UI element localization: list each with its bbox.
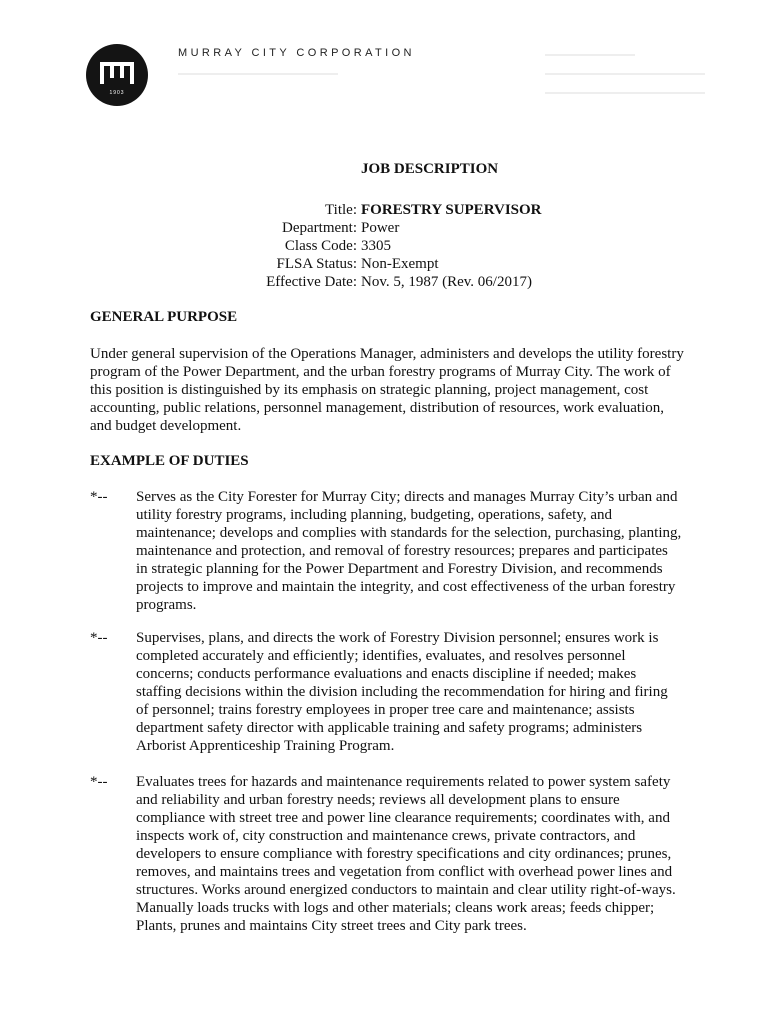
field-label: Effective Date: (266, 274, 357, 290)
bullet-marker: *-- (90, 774, 108, 790)
faint-header-line (545, 73, 705, 75)
duties-heading: EXAMPLE OF DUTIES (90, 453, 249, 469)
faint-header-line (178, 73, 338, 75)
field-label: Department: (282, 220, 357, 236)
field-value: Nov. 5, 1987 (Rev. 06/2017) (361, 274, 532, 290)
field-label: Title: (325, 202, 357, 218)
faint-header-line (545, 92, 705, 94)
murray-city-logo (86, 44, 148, 106)
bullet-marker: *-- (90, 630, 108, 646)
faint-header-line (545, 54, 635, 56)
field-value: Non-Exempt (361, 256, 439, 272)
field-label: Class Code: (284, 238, 357, 254)
class-code-row (200, 237, 542, 255)
field-label: FLSA Status: (276, 256, 357, 272)
job-details (200, 201, 542, 291)
duty-text: Supervises, plans, and directs the work of Forestry Division personnel; ensures work is completed accurately and efficiently; identifies, evaluates, and resolves personnel concerns; conducts performance evaluations and enacts discipline if needed; makes staffing decisions within the division including the recommendation for hiring and firing of personnel; trains forestry employees in proper tree care and maintenance; assists department safety director with applicable training and safety programs; administers Arborist Apprenticeship Training Program. (136, 630, 668, 754)
general-purpose-heading: GENERAL PURPOSE (90, 309, 238, 325)
department-row (200, 219, 542, 237)
field-value: Power (361, 220, 400, 236)
bullet-marker: *-- (90, 489, 108, 505)
field-value: 3305 (361, 238, 391, 254)
duty-text: Evaluates trees for hazards and maintenance requirements related to power system safety and reliability and urban forestry needs; reviews all development plans to ensure compliance with street tree and power line clearance requirements; coordinates with, and inspects work of, city construction and maintenance crews, private contractors, and developers to ensure compliance with forestry specifications and city ordinances; prunes, removes, and maintains trees and vegetation from conflict with overhead power lines and structures. Works around energized conductors to maintain and clear utility right-of-ways. Manually loads trucks with logs and other materials; cleans work areas; feeds chipper; Plants, prunes and maintains City street trees and City park trees. (136, 774, 676, 934)
duty-text: Serves as the City Forester for Murray City; directs and manages Murray City’s urban and utility forestry programs, including planning, budgeting, operations, safety, and maintenance; develops and complies with standards for the selection, purchasing, planting, maintenance and protection, and removal of forestry resources; prepares and participates in strategic planning for the Power Department and Forestry Division, and recommends projects to improve and maintain the integrity, and cost effectiveness of the urban forestry programs. (136, 489, 682, 613)
logo-year: 1903 (109, 90, 125, 96)
general-purpose-text: Under general supervision of the Operations Manager, administers and develops the utility forestry program of the Power Department, and the urban forestry programs of Murray City. The work of this position is distinguished by its emphasis on strategic planning, project management, cost accounting, public relations, personnel management, distribution of resources, work evaluation, and budget development. (90, 346, 684, 434)
field-value: FORESTRY SUPERVISOR (361, 202, 542, 218)
effective-date-row (200, 273, 542, 291)
murray-city-m-logo-icon (86, 44, 148, 106)
document-title: JOB DESCRIPTION (361, 161, 499, 177)
job-title-row (200, 201, 542, 219)
flsa-status-row (200, 255, 542, 273)
organization-name: MURRAY CITY CORPORATION (178, 47, 415, 59)
